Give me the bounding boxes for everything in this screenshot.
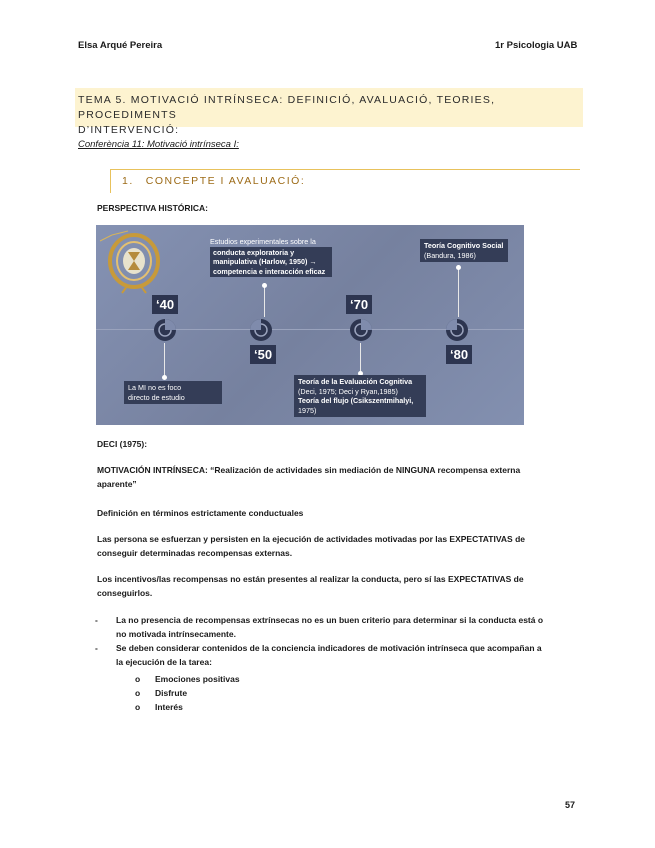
bullet-2-line-1: Se deben considerar contenidos de la conciencia indicadores de motivación intrínseca que acompañan a [116,643,542,653]
para1-line-1: Las persona se esfuerzan y persisten en la ejecución de actividades motivadas por las EXPECTATIVAS de [97,534,525,544]
para2-line-1: Los incentivos/las recompensas no están presentes al realizar la conducta, pero sí las EXPECTATIVAS de [97,574,524,584]
box-70-line-2: (Deci, 1975; Deci y Ryan,1985) [298,386,398,396]
definition-line-1: MOTIVACIÓN INTRÍNSECA: “Realización de actividades sin mediación de NINGUNA recompensa externa [97,465,521,475]
header-author: Elsa Arqué Pereira [78,40,163,51]
box-50-line-1: Estudios experimentales sobre la [210,237,316,246]
dash-bullet-icon: - [95,615,98,625]
bullet-1-line-1: La no presencia de recompensas extrínsecas no es un buen criterio para determinar si la conducta está o [116,615,544,625]
box-50 [210,237,332,277]
subbullet-2: Disfrute [155,688,188,698]
connector-80 [458,265,459,317]
section-border-top [110,169,580,170]
title-line-1: TEMA 5. MOTIVACIÓ INTRÍNSECA: DEFINICIÓ, AVALUACIÓ, TEORIES, PROCEDIMENTS [78,94,496,121]
list-item [135,700,240,714]
decade-80: ‘80 [446,345,472,364]
circle-bullet-icon: o [135,674,141,684]
connector-40 [164,343,165,377]
box-70 [294,375,426,417]
subbullet-3: Interés [155,702,183,712]
conference-heading: Conferència 11: Motivació intrínseca I: [78,139,239,150]
box-80-line-1: Teoría Cognitivo Social [424,241,504,250]
para1-line-2: conseguir determinadas recompensas externas. [97,548,293,558]
dash-bullet-icon: - [95,643,98,653]
box-70-line-3: Teoría del flujo (Csikszentmihalyi, [298,396,414,405]
decade-70: ‘70 [346,295,372,314]
bullet-1-line-2: no motivada intrínsecamente. [116,629,236,639]
section-heading [122,175,305,187]
marker-50-icon [248,317,274,343]
box-40-line-1: La MI no es foco [128,383,182,392]
list-item [95,641,575,669]
connector-50-dot [262,283,267,288]
marker-40-icon [152,317,178,343]
conductual-label: Definición en términos estrictamente conductuales [97,508,304,518]
decade-50: ‘50 [250,345,276,364]
section-title: CONCEPTE I AVALUACIÓ: [145,175,306,187]
box-70-line-1: Teoría de la Evaluación Cognitiva [298,377,413,386]
bullet-2-line-2: la ejecución de la tarea: [116,657,212,667]
header-course: 1r Psicologia UAB [495,40,578,51]
deci-label: DECI (1975): [97,439,148,449]
definition-line-2: aparente” [97,479,137,489]
box-80 [420,239,508,262]
box-40 [124,381,222,404]
decade-40: ‘40 [152,295,178,314]
list-item [135,672,240,686]
paragraph-incentivos [97,572,567,600]
connector-50 [264,283,265,317]
section-border-left [110,169,111,193]
subbullet-list [135,672,240,714]
definition-paragraph [97,463,567,491]
paragraph-expectativas [97,532,567,560]
subbullet-1: Emociones positivas [155,674,240,684]
connector-40-dot [162,375,167,380]
connector-80-dot [456,265,461,270]
box-80-line-2: (Bandura, 1986) [424,250,476,260]
perspective-label: PERSPECTIVA HISTÓRICA: [97,203,208,213]
circle-bullet-icon: o [135,702,141,712]
list-item [135,686,240,700]
page-number: 57 [565,800,576,810]
marker-70-icon [348,317,374,343]
hourglass-pendant-icon [98,227,170,295]
para2-line-2: conseguirlos. [97,588,153,598]
bullet-list [95,613,575,669]
title-line-2: D’INTERVENCIÓ: [78,124,180,136]
box-50-line-2: conducta exploratoria y [213,247,295,257]
box-70-line-4: 1975) [298,405,317,415]
section-number: 1. [122,175,134,187]
circle-bullet-icon: o [135,688,141,698]
box-40-line-2: directo de estudio [128,392,185,402]
box-50-line-4: competencia e interacción eficaz [213,266,326,276]
list-item [95,613,575,641]
marker-80-icon [444,317,470,343]
box-50-line-3: manipulativa (Harlow, 1950) → [213,257,317,266]
chapter-title [78,93,578,138]
timeline-image [96,225,524,425]
